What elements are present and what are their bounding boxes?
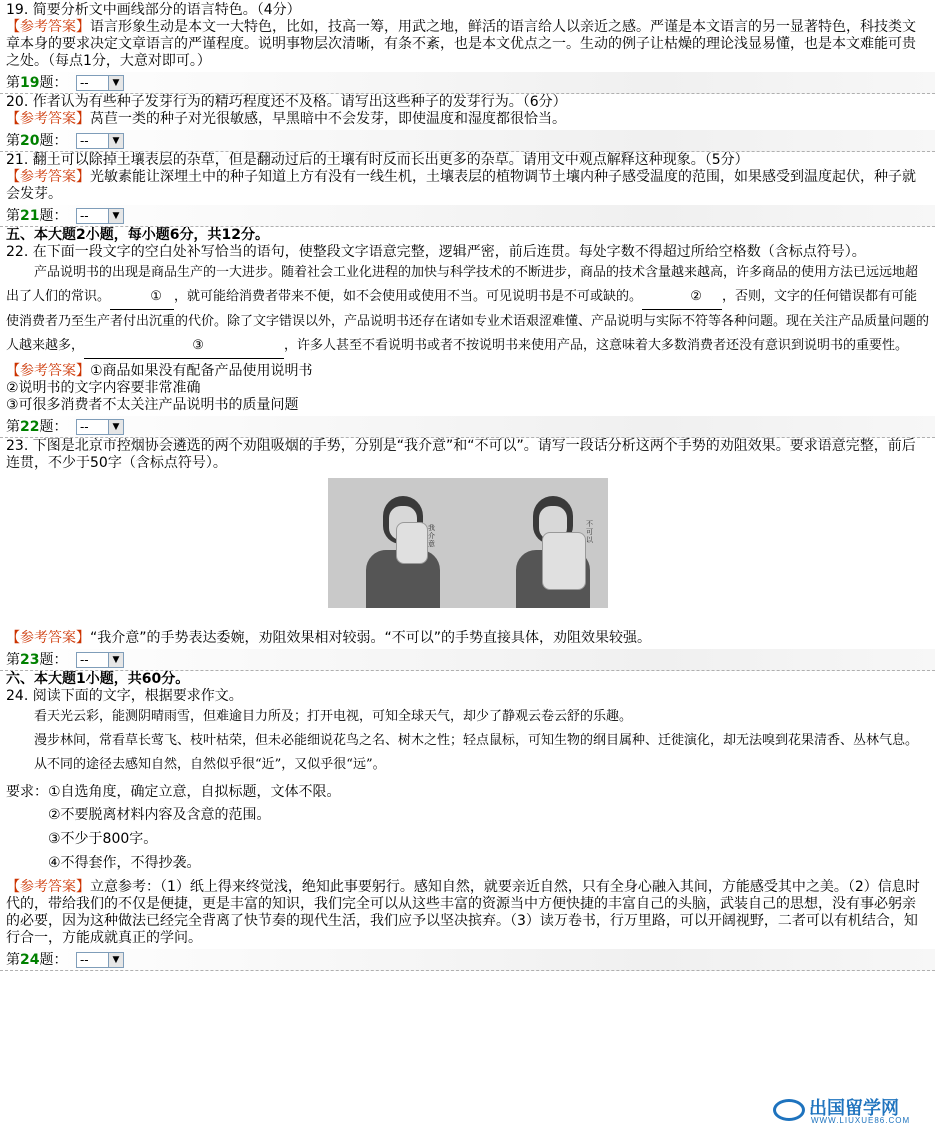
answer [6,363,929,380]
select-suffix: 题： [39,75,68,91]
question-number: 20 [20,133,40,149]
requirement-2: ②不要脱离材料内容及含意的范围。 [48,807,271,823]
select-suffix: 题： [39,133,68,149]
question-text: 22. 在下面一段文字的空白处补写恰当的语句，使整段文字语意完整，逻辑严密，前后连贯。每处字数不得超过所给空格数（含标点符号）。 [6,244,866,260]
requirement-1: ①自选角度，确定立意，自拟标题，文体不限。 [48,784,341,800]
select-prefix: 第 [6,208,20,224]
gesture-label-left: 我介意 [428,524,435,548]
passage-1: 看天光云彩，能测阴晴雨雪，但难逾目力所及；打开电视，可知全球天气，却少了静观云卷云舒的乐趣。 [34,709,633,724]
score-select[interactable] [76,952,124,968]
answer [6,879,929,947]
question-text: 21. 翻土可以除掉土壤表层的杂草，但是翻动过后的土壤有时反而长出更多的杂草。请用文中观点解释这种现象。（5分） [6,152,749,168]
blank-2: ② [642,285,722,310]
passage-part: ，否则，文字的任何错误都有可能使消费者乃至生产者付出沉重的代价。除了文字错误以外，产品说明书还存在诸如专业术语艰涩难懂、产品说明与实际不符等各种问题。现在关注产品质量问题的人越来越多， [6,289,930,353]
section-5 [0,227,935,244]
requirement-4: ④不得套作，不得抄袭。 [48,855,201,871]
select-prefix: 第 [6,133,20,149]
select-suffix: 题： [39,208,68,224]
answer-select-row-19 [0,72,935,94]
select-prefix: 第 [6,952,20,968]
blank-1: ① [110,285,174,310]
answer-text: “我介意”的手势表达委婉，劝阻效果相对较弱。“不可以”的手势直接具体，劝阻效果较强。 [90,630,652,646]
answer [6,111,929,128]
select-prefix: 第 [6,75,20,91]
site-watermark [771,1097,931,1125]
answer-tag: 【参考答案】 [6,363,90,379]
question-24 [0,688,935,947]
question-19 [0,0,935,70]
hand-shape [542,532,586,590]
select-value: -- [79,134,89,148]
answer [6,19,929,70]
passage-part: ，就可能给消费者带来不便，如不会使用或使用不当。可见说明书是不可或缺的。 [174,289,643,304]
figure-left [358,488,448,608]
select-value: -- [79,76,89,90]
question-23-answer [0,630,935,647]
chevron-down-icon[interactable]: ▼ [108,134,123,148]
answer-tag: 【参考答案】 [6,879,90,895]
question-number: 19 [20,75,40,91]
score-select[interactable] [76,208,124,224]
chevron-down-icon[interactable]: ▼ [108,209,123,223]
question-number: 24 [20,952,40,968]
select-prefix: 第 [6,652,20,668]
chevron-down-icon[interactable]: ▼ [108,420,123,434]
question-text: 20. 作者认为有些种子发芽行为的精巧程度还不及格。请写出这些种子的发芽行为。（6分） [6,94,567,110]
select-value: -- [79,420,89,434]
answer-select-row-22 [0,416,935,438]
question-text: 24. 阅读下面的文字，根据要求作文。 [6,688,243,704]
score-select[interactable] [76,133,124,149]
select-prefix: 第 [6,419,20,435]
answer-tag: 【参考答案】 [6,111,90,127]
chevron-down-icon[interactable]: ▼ [108,76,123,90]
answer-text: 立意参考：（1）纸上得来终觉浅，绝知此事要躬行。感知自然，就要亲近自然，只有全身心融入其间，方能感受其中之美。（2）信息时代的，带给我们的不仅是便捷，更是丰富的知识，我们完全可以从这些丰富的资源当中方便快捷的丰富自己的头脑，武装自己的思想，没有事必躬亲的必要，因为这种做法已经完全背离了快节奏的现代生活，我们应予以坚决摈弃。（3）读万卷书，行万里路，可以开阔视野，二者可以有机结合，知行合一，方能成就真正的学问。 [6,879,920,946]
question-22 [0,244,935,414]
answer-tag: 【参考答案】 [6,630,90,646]
passage-part: ，许多人甚至不看说明书或者不按说明书来使用产品，这意味着大多数消费者还没有意识到说明书的重要性。 [284,338,909,353]
answer [6,630,929,647]
question-number: 22 [20,419,40,435]
answer-text: 莴苣一类的种子对光很敏感，早黑暗中不会发芽，即使温度和湿度都很恰当。 [90,111,566,127]
gesture-photo [328,478,608,608]
answer-select-row-23 [0,649,935,671]
section-title: 五、本大题2小题，每小题6分，共12分。 [6,227,269,243]
requirements [6,781,929,803]
figure-right [508,488,598,608]
select-value: -- [79,953,89,967]
question-text: 23. 下图是北京市控烟协会遴选的两个劝阻吸烟的手势，分别是“我介意”和“不可以”。请写一段话分析这两个手势的劝阻效果。要求语意完整，前后连贯，不少于50字（含标点符号）。 [6,438,916,471]
blank-3: ③ [84,334,284,359]
answer-tag: 【参考答案】 [6,19,90,35]
question-text: 19. 简要分析文中画线部分的语言特色。（4分） [6,2,301,18]
answer-line-2: ②说明书的文字内容要非常准确 [6,380,201,396]
watermark-url: WWW.LIUXUE86.COM [811,1116,911,1125]
score-select[interactable] [76,419,124,435]
watermark-title: 出国留学网 [809,1098,899,1118]
passage-3: 从不同的途径去感知自然，自然似乎很“近”，又似乎很“远”。 [34,757,386,772]
section-title: 六、本大题1小题，共60分。 [6,671,190,687]
score-select[interactable] [76,652,124,668]
question-number: 23 [20,652,40,668]
chevron-down-icon[interactable]: ▼ [108,653,123,667]
answer-line-3: ③可很多消费者不太关注产品说明书的质量问题 [6,397,299,413]
hand-shape [396,522,428,564]
score-select[interactable] [76,75,124,91]
select-suffix: 题： [39,419,68,435]
question-20 [0,94,935,128]
answer-select-row-21 [0,205,935,227]
select-value: -- [79,653,89,667]
answer-text: 语言形象生动是本文一大特色，比如，技高一筹，用武之地，鲜活的语言给人以亲近之感。严谨是本文语言的另一显著特色，科技类文章本身的要求决定文章语言的严谨程度。说明事物层次清晰，有条不紊，也是本文优点之一。生动的例子让枯燥的理论浅显易懂，也是本文难能可贵之处。（每点1分，大意对即可。） [6,19,916,69]
section-6 [0,671,935,688]
answer-tag: 【参考答案】 [6,169,90,185]
answer-text: 光敏素能让深埋土中的种子知道上方有没有一线生机，土壤表层的植物调节土壤内种子感受温度的范围，如果感受到温度起伏，种子就会发芽。 [6,169,916,202]
select-suffix: 题： [39,952,68,968]
select-value: -- [79,209,89,223]
passage-part: 产品说明书的出现是商品生产的一大进步。随着社会工业化进程的加快与科学技术的不断进步，商品的技术含量越来越高，许多商品的使用方法已远远地超出了人们的常识。 [6,265,919,304]
select-suffix: 题： [39,652,68,668]
question-passage [6,261,929,359]
requirements-label: 要求： [6,784,48,800]
question-23 [0,438,935,472]
gesture-label-right: 不可以 [586,520,593,544]
question-21 [0,152,935,203]
answer-line-1: ①商品如果没有配备产品使用说明书 [90,363,313,379]
answer [6,169,929,203]
chevron-down-icon[interactable]: ▼ [108,953,123,967]
question-number: 21 [20,208,40,224]
answer-select-row-24 [0,949,935,971]
requirement-3: ③不少于800字。 [48,831,158,847]
globe-logo-icon [773,1099,805,1121]
answer-select-row-20 [0,130,935,152]
passage-2: 漫步林间，常看草长莺飞、枝叶枯荣，但未必能细说花鸟之名、树木之性；轻点鼠标，可知生物的纲目属种、迁徙演化，却无法嗅到花果清香、丛林气息。 [34,733,919,748]
